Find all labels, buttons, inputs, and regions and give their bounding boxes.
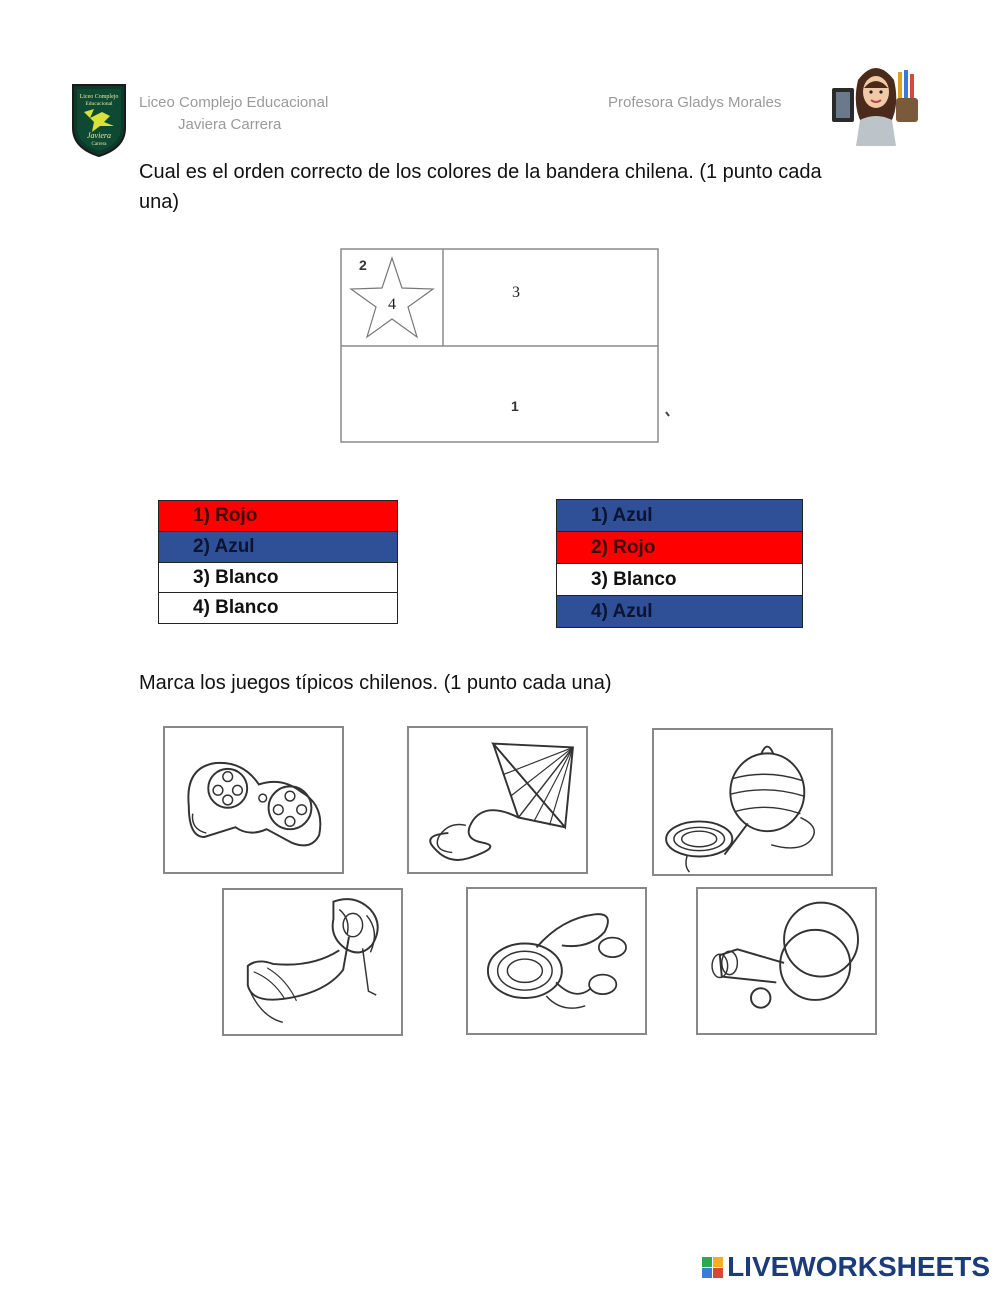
svg-text:Carrera: Carrera (91, 142, 107, 147)
option-a-item: 2) Azul (159, 532, 398, 563)
brand-logo-icon (702, 1257, 723, 1278)
game-image-ping-pong[interactable] (696, 887, 877, 1035)
question-2-text: Marca los juegos típicos chilenos. (1 punto cada una) (139, 672, 612, 694)
spinning-top-icon (654, 730, 831, 874)
option-b-item: 4) Azul (557, 596, 803, 628)
brand-name: LIVEWORKSHEETS (727, 1251, 990, 1282)
kite-icon (409, 728, 586, 872)
game-image-spinning-top[interactable] (652, 728, 833, 876)
ping-pong-icon (698, 889, 875, 1033)
option-a-table[interactable] (158, 500, 398, 624)
option-a-row[interactable] (159, 593, 398, 624)
option-b-item: 2) Rojo (557, 532, 803, 564)
svg-text:Educacional: Educacional (85, 101, 113, 107)
game-image-doll[interactable] (222, 888, 403, 1036)
game-image-gamepad[interactable] (163, 726, 344, 874)
option-b-row[interactable] (557, 564, 803, 596)
option-b-row[interactable] (557, 500, 803, 532)
svg-text:Javiera: Javiera (87, 131, 111, 140)
flag-label-bottom: 1 (511, 398, 519, 414)
school-name-line2: Javiera Carrera (178, 116, 282, 133)
option-b-table[interactable] (556, 499, 803, 628)
liveworksheets-brand[interactable] (702, 1251, 990, 1283)
game-image-kite[interactable] (407, 726, 588, 874)
option-a-item: 4) Blanco (159, 593, 398, 624)
flag-label-canton: 2 (359, 257, 367, 273)
school-name-line1: Liceo Complejo Educacional (139, 94, 329, 111)
question-1-text: Cual es el orden correcto de los colores de la bandera chilena. (1 punto cada una) (139, 161, 822, 213)
gamepad-icon (165, 728, 342, 872)
teacher-avatar (828, 58, 924, 146)
yoyo-rope-icon (468, 889, 645, 1033)
school-logo (70, 82, 128, 158)
option-b-row[interactable] (557, 532, 803, 564)
doll-icon (224, 890, 401, 1034)
option-a-item: 3) Blanco (159, 563, 398, 593)
option-b-item: 1) Azul (557, 500, 803, 532)
option-b-row[interactable] (557, 596, 803, 628)
flag-label-star: 4 (388, 296, 396, 313)
flag-label-top-right: 3 (512, 284, 520, 301)
option-a-item: 1) Rojo (159, 501, 398, 532)
teacher-name: Profesora Gladys Morales (608, 94, 782, 111)
game-image-yoyo-rope[interactable] (466, 887, 647, 1035)
option-a-row[interactable] (159, 563, 398, 593)
option-b-item: 3) Blanco (557, 564, 803, 596)
option-a-row[interactable] (159, 501, 398, 532)
flag-diagram (340, 248, 672, 444)
option-a-row[interactable] (159, 532, 398, 563)
svg-text:Liceo Complejo: Liceo Complejo (79, 94, 119, 100)
